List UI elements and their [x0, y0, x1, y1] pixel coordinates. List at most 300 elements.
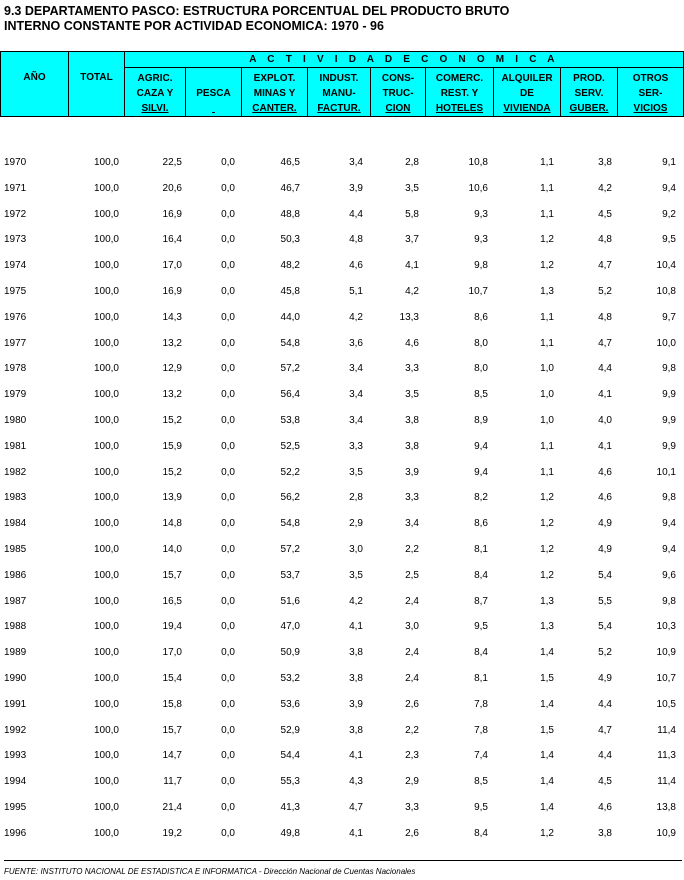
cell-prod-serv: 5,2: [598, 285, 612, 297]
cell-total: 100,0: [93, 776, 119, 788]
cell-otros: 10,4: [656, 260, 676, 272]
cell-comerc: 8,0: [474, 337, 488, 349]
cell-otros: 9,4: [662, 182, 676, 194]
cell-total: 100,0: [93, 724, 119, 736]
cell-construc: 4,2: [405, 285, 419, 297]
cell-prod-serv: 5,5: [598, 595, 612, 607]
cell-anio: 1992: [4, 724, 27, 736]
cell-pesca: 0,0: [221, 543, 235, 555]
cell-anio: 1970: [4, 157, 27, 168]
cell-pesca: 0,0: [221, 466, 235, 478]
cell-comerc: 7,8: [474, 698, 488, 710]
table-row: [0, 719, 684, 745]
cell-alquiler: 1,2: [540, 827, 554, 839]
header-indust: INDUST. MANU- FACTUR.: [307, 67, 371, 117]
table-row: [0, 512, 684, 538]
cell-pesca: 0,0: [221, 414, 235, 426]
table-row: [0, 306, 684, 332]
cell-comerc: 8,5: [474, 776, 488, 788]
cell-explot: 54,8: [280, 518, 300, 530]
header-explot: EXPLOT. MINAS Y CANTER.: [241, 67, 308, 117]
cell-total: 100,0: [93, 698, 119, 710]
cell-agric: 13,9: [162, 492, 182, 504]
cell-prod-serv: 4,2: [598, 182, 612, 194]
cell-agric: 15,9: [162, 440, 182, 452]
cell-explot: 53,7: [280, 569, 300, 581]
cell-explot: 50,9: [280, 647, 300, 659]
cell-pesca: 0,0: [221, 234, 235, 246]
table-row: [0, 770, 684, 796]
cell-anio: 1996: [4, 827, 27, 839]
cell-prod-serv: 4,4: [598, 363, 612, 375]
cell-alquiler: 1,0: [540, 414, 554, 426]
cell-construc: 2,9: [405, 776, 419, 788]
cell-comerc: 10,7: [468, 285, 488, 297]
cell-explot: 45,8: [280, 285, 300, 297]
cell-anio: 1975: [4, 285, 27, 297]
table-row: [0, 357, 684, 383]
cell-pesca: 0,0: [221, 363, 235, 375]
cell-alquiler: 1,4: [540, 801, 554, 813]
cell-indust: 3,4: [349, 157, 363, 168]
cell-anio: 1980: [4, 414, 27, 426]
cell-pesca: 0,0: [221, 337, 235, 349]
cell-comerc: 7,8: [474, 724, 488, 736]
cell-anio: 1993: [4, 750, 27, 762]
cell-otros: 13,8: [656, 801, 676, 813]
cell-total: 100,0: [93, 440, 119, 452]
cell-otros: 9,8: [662, 595, 676, 607]
cell-pesca: 0,0: [221, 595, 235, 607]
cell-alquiler: 1,2: [540, 518, 554, 530]
cell-agric: 15,2: [162, 466, 182, 478]
title-line-2: INTERNO CONSTANTE POR ACTIVIDAD ECONOMICA: 1970 - 96: [4, 19, 384, 33]
cell-indust: 3,6: [349, 337, 363, 349]
cell-otros: 10,9: [656, 647, 676, 659]
cell-construc: 3,7: [405, 234, 419, 246]
cell-pesca: 0,0: [221, 569, 235, 581]
table-row: [0, 228, 684, 254]
cell-agric: 21,4: [162, 801, 182, 813]
cell-alquiler: 1,4: [540, 647, 554, 659]
cell-indust: 4,8: [349, 234, 363, 246]
cell-explot: 49,8: [280, 827, 300, 839]
cell-pesca: 0,0: [221, 440, 235, 452]
header-comerc: COMERC. REST. Y HOTELES: [425, 67, 494, 117]
cell-total: 100,0: [93, 569, 119, 581]
cell-comerc: 8,5: [474, 389, 488, 401]
cell-anio: 1987: [4, 595, 27, 607]
cell-indust: 3,3: [349, 440, 363, 452]
header-agric: AGRIC. CAZA Y SILVI.: [124, 67, 186, 117]
cell-explot: 53,6: [280, 698, 300, 710]
cell-anio: 1973: [4, 234, 27, 246]
table-row: [0, 538, 684, 564]
cell-agric: 17,0: [162, 647, 182, 659]
header-construc: CONS- TRUC- CION: [370, 67, 426, 117]
cell-construc: 2,8: [405, 157, 419, 168]
cell-otros: 9,5: [662, 234, 676, 246]
cell-explot: 55,3: [280, 776, 300, 788]
table-row: [0, 254, 684, 280]
cell-agric: 16,4: [162, 234, 182, 246]
cell-total: 100,0: [93, 750, 119, 762]
cell-explot: 48,8: [280, 208, 300, 220]
cell-pesca: 0,0: [221, 182, 235, 194]
cell-indust: 4,2: [349, 311, 363, 323]
cell-total: 100,0: [93, 492, 119, 504]
cell-prod-serv: 4,0: [598, 414, 612, 426]
table-row: [0, 667, 684, 693]
cell-agric: 14,0: [162, 543, 182, 555]
cell-construc: 2,4: [405, 672, 419, 684]
cell-total: 100,0: [93, 389, 119, 401]
cell-total: 100,0: [93, 672, 119, 684]
cell-anio: 1972: [4, 208, 27, 220]
cell-total: 100,0: [93, 647, 119, 659]
cell-total: 100,0: [93, 595, 119, 607]
cell-otros: 10,3: [656, 621, 676, 633]
cell-comerc: 8,1: [474, 543, 488, 555]
cell-indust: 3,8: [349, 724, 363, 736]
cell-explot: 46,5: [280, 157, 300, 168]
page-title: [4, 4, 509, 34]
cell-construc: 3,5: [405, 389, 419, 401]
cell-anio: 1979: [4, 389, 27, 401]
cell-agric: 15,4: [162, 672, 182, 684]
cell-anio: 1982: [4, 466, 27, 478]
cell-total: 100,0: [93, 234, 119, 246]
cell-otros: 9,1: [662, 157, 676, 168]
cell-alquiler: 1,1: [540, 466, 554, 478]
cell-prod-serv: 4,9: [598, 518, 612, 530]
cell-otros: 10,9: [656, 827, 676, 839]
cell-agric: 22,5: [162, 157, 182, 168]
cell-agric: 16,5: [162, 595, 182, 607]
cell-comerc: 9,4: [474, 466, 488, 478]
cell-comerc: 9,8: [474, 260, 488, 272]
cell-construc: 4,6: [405, 337, 419, 349]
cell-pesca: 0,0: [221, 518, 235, 530]
cell-otros: 11,4: [657, 776, 676, 788]
cell-anio: 1989: [4, 647, 27, 659]
cell-prod-serv: 4,5: [598, 208, 612, 220]
cell-construc: 3,9: [405, 466, 419, 478]
cell-agric: 14,3: [162, 311, 182, 323]
cell-total: 100,0: [93, 466, 119, 478]
cell-pesca: 0,0: [221, 827, 235, 839]
header-anio: AÑO: [0, 51, 69, 117]
cell-agric: 15,2: [162, 414, 182, 426]
cell-construc: 2,2: [405, 543, 419, 555]
cell-prod-serv: 4,5: [598, 776, 612, 788]
cell-agric: 15,8: [162, 698, 182, 710]
cell-construc: 2,6: [405, 698, 419, 710]
cell-comerc: 8,7: [474, 595, 488, 607]
cell-indust: 3,4: [349, 363, 363, 375]
cell-alquiler: 1,2: [540, 492, 554, 504]
cell-explot: 57,2: [280, 363, 300, 375]
cell-alquiler: 1,3: [540, 285, 554, 297]
cell-agric: 14,8: [162, 518, 182, 530]
cell-alquiler: 1,1: [540, 337, 554, 349]
cell-otros: 9,7: [662, 311, 676, 323]
cell-prod-serv: 4,7: [598, 724, 612, 736]
table-row: [0, 383, 684, 409]
cell-prod-serv: 5,2: [598, 647, 612, 659]
cell-explot: 52,2: [280, 466, 300, 478]
header-total: TOTAL: [68, 51, 125, 117]
cell-explot: 56,4: [280, 389, 300, 401]
cell-alquiler: 1,1: [540, 157, 554, 168]
cell-explot: 54,4: [280, 750, 300, 762]
cell-indust: 3,8: [349, 647, 363, 659]
cell-agric: 14,7: [162, 750, 182, 762]
cell-construc: 2,4: [405, 595, 419, 607]
cell-prod-serv: 5,4: [598, 621, 612, 633]
cell-agric: 13,2: [162, 389, 182, 401]
cell-otros: 9,2: [662, 208, 676, 220]
header-alquiler: ALQUILER DE VIVIENDA: [493, 67, 561, 117]
cell-indust: 4,3: [349, 776, 363, 788]
cell-pesca: 0,0: [221, 672, 235, 684]
cell-construc: 3,5: [405, 182, 419, 194]
cell-prod-serv: 4,4: [598, 750, 612, 762]
cell-alquiler: 1,1: [540, 440, 554, 452]
cell-total: 100,0: [93, 827, 119, 839]
cell-otros: 10,0: [656, 337, 676, 349]
cell-indust: 5,1: [349, 285, 363, 297]
cell-anio: 1977: [4, 337, 27, 349]
cell-otros: 10,1: [656, 466, 676, 478]
cell-total: 100,0: [93, 801, 119, 813]
cell-alquiler: 1,1: [540, 311, 554, 323]
cell-construc: 13,3: [399, 311, 419, 323]
cell-agric: 15,7: [162, 569, 182, 581]
table-body: [0, 151, 684, 848]
cell-indust: 4,1: [349, 750, 363, 762]
table-header: [0, 51, 684, 117]
cell-alquiler: 1,2: [540, 543, 554, 555]
cell-otros: 9,9: [662, 414, 676, 426]
cell-agric: 16,9: [162, 208, 182, 220]
cell-comerc: 8,4: [474, 569, 488, 581]
cell-alquiler: 1,4: [540, 750, 554, 762]
cell-anio: 1974: [4, 260, 27, 272]
cell-explot: 50,3: [280, 234, 300, 246]
cell-agric: 11,7: [163, 776, 182, 788]
cell-agric: 16,9: [162, 285, 182, 297]
cell-construc: 4,1: [405, 260, 419, 272]
cell-indust: 2,9: [349, 518, 363, 530]
cell-anio: 1995: [4, 801, 27, 813]
cell-construc: 3,3: [405, 492, 419, 504]
cell-alquiler: 1,1: [540, 208, 554, 220]
cell-agric: 17,0: [162, 260, 182, 272]
cell-alquiler: 1,5: [540, 724, 554, 736]
cell-indust: 4,7: [349, 801, 363, 813]
cell-construc: 5,8: [405, 208, 419, 220]
cell-comerc: 9,4: [474, 440, 488, 452]
cell-otros: 9,8: [662, 363, 676, 375]
cell-indust: 4,2: [349, 595, 363, 607]
cell-total: 100,0: [93, 414, 119, 426]
table-row: [0, 590, 684, 616]
cell-indust: 4,6: [349, 260, 363, 272]
cell-agric: 12,9: [162, 363, 182, 375]
cell-comerc: 10,6: [468, 182, 488, 194]
table-row: [0, 151, 684, 177]
title-line-1: 9.3 DEPARTAMENTO PASCO: ESTRUCTURA PORCENTUAL DEL PRODUCTO BRUTO: [4, 4, 510, 18]
cell-anio: 1988: [4, 621, 27, 633]
cell-pesca: 0,0: [221, 698, 235, 710]
header-actividad-economica: A C T I V I D A D E C O N O M I C A: [124, 51, 684, 68]
cell-explot: 51,6: [280, 595, 300, 607]
cell-construc: 3,3: [405, 363, 419, 375]
cell-comerc: 8,9: [474, 414, 488, 426]
table-row: [0, 564, 684, 590]
cell-explot: 48,2: [280, 260, 300, 272]
cell-alquiler: 1,0: [540, 389, 554, 401]
table-row: [0, 615, 684, 641]
cell-explot: 56,2: [280, 492, 300, 504]
cell-prod-serv: 4,6: [598, 466, 612, 478]
cell-indust: 4,4: [349, 208, 363, 220]
cell-prod-serv: 4,4: [598, 698, 612, 710]
cell-prod-serv: 4,8: [598, 234, 612, 246]
cell-otros: 9,9: [662, 389, 676, 401]
cell-explot: 53,8: [280, 414, 300, 426]
cell-otros: 9,4: [662, 518, 676, 530]
cell-alquiler: 1,2: [540, 260, 554, 272]
cell-agric: 13,2: [162, 337, 182, 349]
cell-explot: 57,2: [280, 543, 300, 555]
cell-alquiler: 1,4: [540, 776, 554, 788]
cell-total: 100,0: [93, 337, 119, 349]
cell-indust: 4,1: [349, 827, 363, 839]
cell-comerc: 8,4: [474, 827, 488, 839]
cell-otros: 9,8: [662, 492, 676, 504]
cell-pesca: 0,0: [221, 750, 235, 762]
cell-comerc: 8,4: [474, 647, 488, 659]
cell-anio: 1994: [4, 776, 27, 788]
cell-indust: 3,0: [349, 543, 363, 555]
table-row: [0, 332, 684, 358]
cell-anio: 1983: [4, 492, 27, 504]
cell-pesca: 0,0: [221, 776, 235, 788]
header-prod-serv: PROD. SERV. GUBER.: [560, 67, 618, 117]
cell-prod-serv: 4,9: [598, 672, 612, 684]
cell-indust: 2,8: [349, 492, 363, 504]
cell-total: 100,0: [93, 208, 119, 220]
cell-comerc: 7,4: [474, 750, 488, 762]
table-row: [0, 280, 684, 306]
table-row: [0, 822, 684, 848]
cell-anio: 1981: [4, 440, 27, 452]
cell-prod-serv: 4,7: [598, 260, 612, 272]
cell-agric: 19,2: [162, 827, 182, 839]
cell-anio: 1984: [4, 518, 27, 530]
cell-alquiler: 1,0: [540, 363, 554, 375]
cell-alquiler: 1,3: [540, 595, 554, 607]
cell-indust: 3,4: [349, 389, 363, 401]
cell-comerc: 8,6: [474, 311, 488, 323]
footer-rule: [4, 860, 682, 861]
cell-explot: 47,0: [280, 621, 300, 633]
table-row: [0, 435, 684, 461]
cell-pesca: 0,0: [221, 285, 235, 297]
table-row: [0, 796, 684, 822]
cell-total: 100,0: [93, 157, 119, 168]
cell-pesca: 0,0: [221, 647, 235, 659]
cell-explot: 52,9: [280, 724, 300, 736]
footer-source: FUENTE: INSTITUTO NACIONAL DE ESTADISTICA E INFORMATICA - Dirección Nacional de Cuentas Nacionales: [4, 867, 416, 876]
cell-otros: 10,5: [656, 698, 676, 710]
cell-prod-serv: 3,8: [598, 157, 612, 168]
cell-comerc: 10,8: [468, 157, 488, 168]
cell-anio: 1971: [4, 182, 27, 194]
table-row: [0, 409, 684, 435]
cell-pesca: 0,0: [221, 801, 235, 813]
cell-explot: 54,8: [280, 337, 300, 349]
cell-anio: 1986: [4, 569, 27, 581]
cell-anio: 1990: [4, 672, 27, 684]
cell-otros: 9,6: [662, 569, 676, 581]
cell-alquiler: 1,5: [540, 672, 554, 684]
cell-indust: 3,5: [349, 569, 363, 581]
cell-comerc: 8,1: [474, 672, 488, 684]
cell-total: 100,0: [93, 621, 119, 633]
cell-agric: 15,7: [162, 724, 182, 736]
cell-indust: 3,5: [349, 466, 363, 478]
cell-construc: 3,8: [405, 440, 419, 452]
table-row: [0, 461, 684, 487]
cell-total: 100,0: [93, 182, 119, 194]
table-row: [0, 744, 684, 770]
cell-otros: 11,4: [657, 724, 676, 736]
cell-pesca: 0,0: [221, 311, 235, 323]
cell-total: 100,0: [93, 363, 119, 375]
cell-comerc: 9,5: [474, 621, 488, 633]
cell-otros: 9,4: [662, 543, 676, 555]
cell-explot: 44,0: [280, 311, 300, 323]
table-row: [0, 641, 684, 667]
cell-comerc: 8,6: [474, 518, 488, 530]
cell-pesca: 0,0: [221, 208, 235, 220]
cell-construc: 3,4: [405, 518, 419, 530]
cell-prod-serv: 4,9: [598, 543, 612, 555]
cell-construc: 2,5: [405, 569, 419, 581]
cell-total: 100,0: [93, 543, 119, 555]
cell-agric: 19,4: [162, 621, 182, 633]
cell-explot: 53,2: [280, 672, 300, 684]
cell-prod-serv: 4,1: [598, 389, 612, 401]
table-row: [0, 693, 684, 719]
cell-comerc: 9,3: [474, 234, 488, 246]
cell-explot: 52,5: [280, 440, 300, 452]
cell-anio: 1978: [4, 363, 27, 375]
cell-pesca: 0,0: [221, 389, 235, 401]
cell-prod-serv: 4,6: [598, 492, 612, 504]
cell-otros: 11,3: [657, 750, 676, 762]
cell-comerc: 9,5: [474, 801, 488, 813]
cell-comerc: 9,3: [474, 208, 488, 220]
cell-construc: 2,2: [405, 724, 419, 736]
table-row: [0, 177, 684, 203]
cell-explot: 46,7: [280, 182, 300, 194]
cell-prod-serv: 4,1: [598, 440, 612, 452]
cell-alquiler: 1,2: [540, 234, 554, 246]
